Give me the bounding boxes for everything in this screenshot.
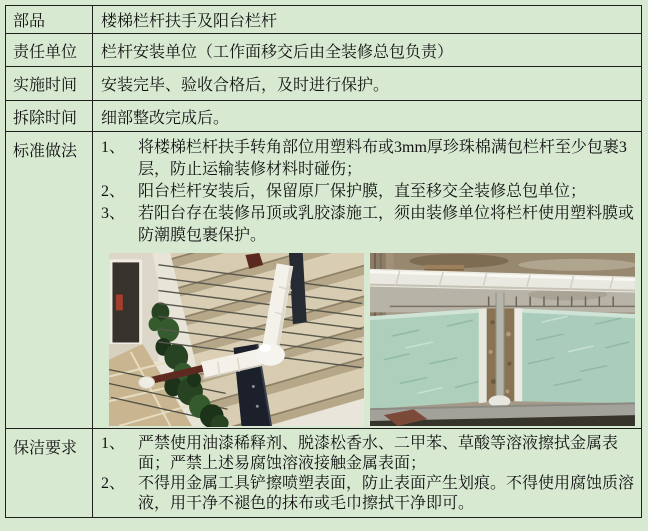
table-row-cleaning-requirements: [6, 429, 641, 517]
table-row-removal-time: [6, 101, 641, 132]
row-value: [93, 132, 641, 428]
list-item-number: 3、: [101, 205, 126, 222]
row-label: 部品: [6, 6, 93, 33]
list-item-number: 1、: [101, 139, 126, 156]
row-value: 安装完毕、验收合格后，及时进行保护。: [101, 77, 390, 94]
list-item-text: 不得用金属工具铲擦喷塑表面，防止表面产生划痕。不得使用腐蚀质溶液，用干净不褪色的抹布或毛巾擦拭干净即可。: [138, 475, 635, 512]
list-item: [101, 434, 635, 474]
list-item-number: 1、: [101, 435, 126, 452]
row-label: 实施时间: [6, 67, 93, 100]
spec-table: [5, 5, 642, 518]
row-label: 保洁要求: [6, 429, 93, 517]
photo-balcony-railing-film: [370, 252, 635, 427]
table-row-implementation-time: [6, 67, 641, 101]
table-row-responsible-unit: [6, 34, 641, 67]
row-value: [93, 429, 641, 517]
row-label: 标准做法: [6, 132, 93, 428]
row-label: 责任单位: [6, 34, 93, 66]
list-item-text: 阳台栏杆安装后，保留原厂保护膜，直至移交全装修总包单位；: [138, 183, 587, 200]
list-item: [101, 474, 635, 514]
photo-stair-handrail-wrapped: [109, 252, 364, 427]
row-value: 栏杆安装单位（工作面移交后由全装修总包负责）: [101, 43, 454, 61]
list-item: [101, 137, 635, 181]
list-item-number: 2、: [101, 183, 126, 200]
row-value: 楼梯栏杆扶手及阳台栏杆: [101, 13, 278, 30]
list-item-number: 2、: [101, 475, 126, 492]
list-item: [101, 181, 635, 203]
list-item-text: 严禁使用油漆稀释剂、脱漆松香水、二甲苯、草酸等溶液擦拭金属表面；严禁上述易腐蚀溶液接触金属表面；: [138, 435, 619, 472]
table-row-component: [6, 6, 641, 34]
list-item: [101, 203, 635, 247]
table-row-standard-practice: [6, 132, 641, 429]
row-value: 细部整改完成后。: [101, 109, 230, 127]
example-photos: [109, 252, 635, 427]
list-item-text: 若阳台存在装修吊顶或乳胶漆施工，须由装修单位将栏杆使用塑料膜或防潮膜包裹保护。: [138, 205, 635, 244]
row-label: 拆除时间: [6, 101, 93, 131]
list-item-text: 将楼梯栏杆扶手转角部位用塑料布或3mm厚珍珠棉满包栏杆至少包裹3层，防止运输装修材料时碰伤；: [138, 139, 627, 178]
